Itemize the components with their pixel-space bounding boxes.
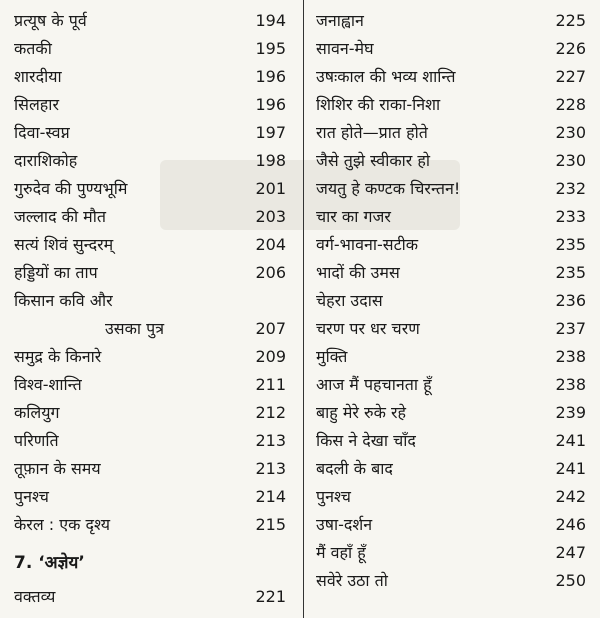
toc-entry [0,35,300,63]
entry-title: पुनश्च [316,487,351,506]
entry-page: 213 [255,431,286,450]
toc-entry [0,147,300,175]
toc-entry [0,231,300,259]
entry-title: वर्ग-भावना-सटीक [316,235,419,254]
toc-entry [308,371,600,399]
entry-page: 227 [555,67,586,86]
toc-entry [0,343,300,371]
entry-page: 246 [555,515,586,534]
entry-title: मैं वहाँ हूँ [316,543,366,562]
entry-title: समुद्र के किनारे [14,347,102,366]
entry-title: सिलहार [14,95,59,114]
entry-title: किसान कवि और [14,291,113,310]
entry-title: दिवा-स्वप्न [14,123,70,142]
entry-title: गुरुदेव की पुण्यभूमि [14,179,128,198]
toc-entry [0,427,300,455]
entry-title: जयतु हे कण्टक चिरन्तन! [316,179,461,198]
column-divider [303,0,304,618]
toc-entry [308,539,600,567]
toc-entry [308,119,600,147]
entry-title: कलियुग [14,403,60,422]
toc-entry [308,35,600,63]
entry-page: 247 [555,543,586,562]
entry-page: 238 [555,375,586,394]
entry-page: 226 [555,39,586,58]
entry-title: उषा-दर्शन [316,515,373,534]
entry-title: विश्व-शान्ति [14,375,82,394]
toc-entry [308,427,600,455]
entry-page: 228 [555,95,586,114]
toc-entry [308,259,600,287]
entry-title: रात होते—प्रात होते [316,123,428,142]
toc-entry [308,455,600,483]
toc-entry [308,91,600,119]
entry-title: भादों की उमस [316,263,400,282]
entry-page: 242 [555,487,586,506]
toc-entry [308,7,600,35]
entry-title: सत्यं शिवं सुन्दरम् [14,235,114,254]
entry-title: जैसे तुझे स्वीकार हो [316,151,431,170]
entry-title: सवेरे उठा तो [316,571,388,590]
entry-page: 235 [555,235,586,254]
entry-title: परिणति [14,431,59,450]
entry-page: 215 [255,515,286,534]
entry-page: 237 [555,319,586,338]
toc-entry [308,147,600,175]
entry-page: 235 [555,263,586,282]
toc-entry [308,203,600,231]
entry-page: 214 [255,487,286,506]
toc-entry [0,399,300,427]
toc-entry [0,511,300,539]
entry-title: वक्तव्य [14,587,56,606]
entry-page: 201 [255,179,286,198]
toc-right-column [308,7,600,595]
entry-title: चेहरा उदास [316,291,383,310]
entry-page: 236 [555,291,586,310]
toc-entry-continuation [0,315,300,343]
entry-page: 203 [255,207,286,226]
section-heading [0,543,300,583]
entry-page: 241 [555,431,586,450]
entry-page: 211 [255,375,286,394]
toc-entry [308,511,600,539]
entry-title: दाराशिकोह [14,151,78,170]
toc-entry [0,119,300,147]
entry-title: तूफ़ान के समय [14,459,101,478]
entry-page: 209 [255,347,286,366]
toc-entry [0,287,300,315]
entry-page: 196 [255,67,286,86]
toc-entry [308,175,600,203]
toc-entry [0,63,300,91]
toc-entry [308,231,600,259]
toc-entry [0,371,300,399]
entry-title: शारदीया [14,67,62,86]
entry-page: 230 [555,151,586,170]
toc-entry [0,583,300,611]
entry-title: प्रत्यूष के पूर्व [14,11,87,30]
entry-title: उषःकाल की भव्य शान्ति [316,67,456,86]
entry-title: बाहु मेरे रुके रहे [316,403,407,422]
entry-page: 204 [255,235,286,254]
toc-entry [308,287,600,315]
entry-page: 221 [255,587,286,606]
entry-page: 241 [555,459,586,478]
toc-left-column [0,7,300,611]
entry-title: चरण पर धर चरण [316,319,420,338]
entry-title: मुक्ति [316,347,348,366]
entry-page: 225 [555,11,586,30]
toc-entry [0,203,300,231]
toc-entry [308,315,600,343]
entry-title: बदली के बाद [316,459,393,478]
entry-page: 196 [255,95,286,114]
entry-page: 250 [555,571,586,590]
entry-title: कतकी [14,39,52,58]
entry-page: 195 [255,39,286,58]
entry-title: केरल : एक दृश्य [14,515,111,534]
entry-title: जल्लाद की मौत [14,207,107,226]
section-heading-text: 7. ‘अज्ञेय’ [14,553,85,573]
toc-entry [308,483,600,511]
entry-title: किस ने देखा चाँद [316,431,416,450]
toc-entry [0,91,300,119]
entry-page: 232 [555,179,586,198]
toc-entry [0,483,300,511]
toc-entry [308,567,600,595]
entry-title: चार का गजर [316,207,391,226]
toc-entry [0,175,300,203]
entry-page: 239 [555,403,586,422]
toc-entry [0,455,300,483]
entry-page: 212 [255,403,286,422]
toc-entry [0,7,300,35]
entry-title: सावन-मेघ [316,39,374,58]
entry-page: 198 [255,151,286,170]
entry-page: 206 [255,263,286,282]
entry-title: शिशिर की राका-निशा [316,95,441,114]
entry-title: उसका पुत्र [105,319,165,338]
entry-title: पुनश्च [14,487,49,506]
entry-page: 213 [255,459,286,478]
entry-page: 230 [555,123,586,142]
entry-page: 238 [555,347,586,366]
toc-entry [0,259,300,287]
entry-page: 233 [555,207,586,226]
toc-entry [308,63,600,91]
toc-entry [308,343,600,371]
entry-title: आज मैं पहचानता हूँ [316,375,432,394]
entry-title: हड्डियों का ताप [14,263,98,282]
entry-page: 207 [255,319,286,338]
entry-page: 197 [255,123,286,142]
entry-page: 194 [255,11,286,30]
entry-title: जनाह्वान [316,11,364,30]
toc-entry [308,399,600,427]
